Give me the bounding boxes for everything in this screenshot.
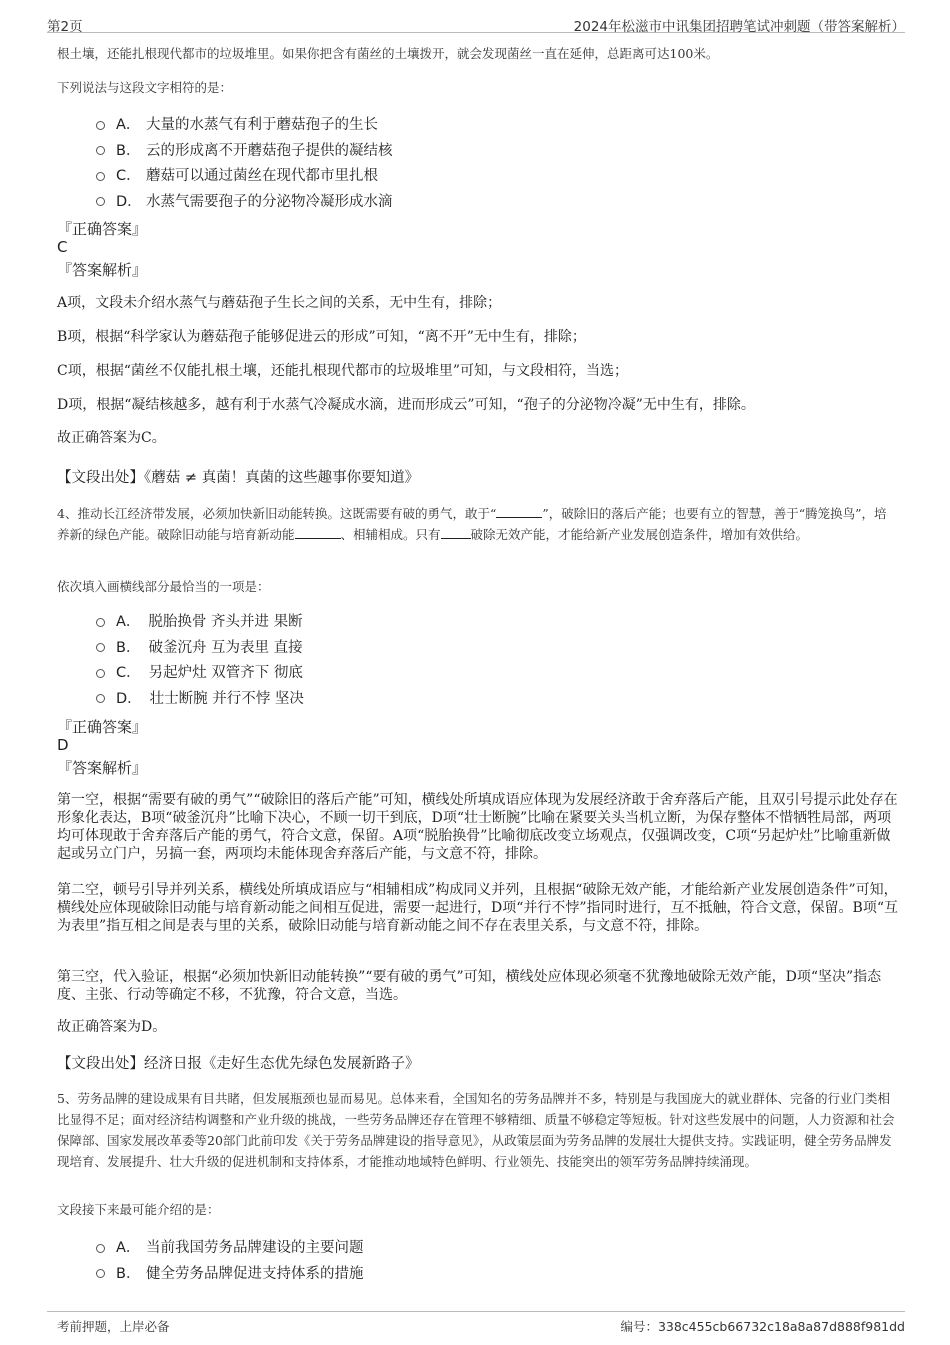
q3-source xyxy=(57,466,419,487)
q3-passage-tail: 根土壤，还能扎根现代都市的垃圾堆里。如果你把含有菌丝的土壤拨开，就会发现菌丝一直在延伸，总距离可达100米。 xyxy=(57,46,719,61)
page-header xyxy=(47,12,905,33)
q5-options xyxy=(96,1234,364,1285)
q3-analysis-b: B项，根据“科学家认为蘑菇孢子能够促进云的形成”可知，“离不开”无中生有，排除； xyxy=(57,329,586,345)
radio-icon[interactable] xyxy=(96,197,105,206)
radio-icon[interactable] xyxy=(96,669,105,678)
blank-1[interactable] xyxy=(496,505,542,518)
q4-analysis-label: 『答案解析』 xyxy=(57,759,148,777)
q3-prompt: 下列说法与这段文字相符的是： xyxy=(57,80,233,95)
q3-answer: C xyxy=(57,238,68,256)
q4-analysis-2: 第二空，顿号引导并列关系，横线处所填成语应与“相辅相成”构成同义并列，且根据“破除无效产能，才能给新产业发展创造条件”可知，横线处应体现破除旧动能与培育新动能之间相互促进，需要一起进行，D项“并行不悖”指同时进行，互不抵触，符合文意，保留。B项“互为表里”指互相之间是表与里的关系，破除旧动能与培育新动能之间不存在表里关系，与文意不符，排除。 xyxy=(57,882,898,934)
q4-analysis-3: 第三空，代入验证，根据“必须加快新旧动能转换”“要有破的勇气”可知，横线处应体现必须毫不犹豫地破除无效产能，D项“坚决”指态度、主张、行动等确定不移，不犹豫，符合文意，当选。 xyxy=(57,969,882,1003)
q4-answer: D xyxy=(57,736,69,754)
radio-icon[interactable] xyxy=(96,1244,105,1253)
q3-analysis-label: 『答案解析』 xyxy=(57,261,148,279)
q4-answer-label: 『正确答案』 xyxy=(57,718,148,736)
q5-passage: 5、劳务品牌的建设成果有目共睹，但发展瓶颈也显而易见。总体来看，全国知名的劳务品牌并不多，特别是与我国庞大的就业群体、完备的行业门类相比显得不足；面对经济结构调整和产业升级的挑战，一些劳务品牌还存在管理不够精细、质量不够稳定等短板。针对这些发展中的问题，人力资源和社会保障部、国家发展改革委等20部门此前印发《关于劳务品牌建设的指导意见》，从政策层面为劳务品牌的发展壮大提供支持。实践证明，健全劳务品牌发现培育、发展提升、壮大升级的促进机制和支持体系，才能推动地域特色鲜明、行业领先、技能突出的领军劳务品牌持续涌现。 xyxy=(57,1091,895,1169)
page-footer xyxy=(47,1311,905,1334)
q5-option-a[interactable]: A． 当前我国劳务品牌建设的主要问题 xyxy=(96,1234,364,1260)
source-label: 【文段出处】 xyxy=(57,1056,144,1072)
q4-options xyxy=(96,608,304,710)
q3-analysis-d: D项，根据“凝结核越多，越有利于水蒸气冷凝成水滴，进而形成云”可知，“孢子的分泌物冷凝”无中生有，排除。 xyxy=(57,397,755,413)
q4-analysis-1: 第一空，根据“需要有破的勇气”“破除旧的落后产能”可知，横线处所填成语应体现为发展经济敢于舍弃落后产能，且双引号提示此处存在形象化表达，B项“破釜沉舟”比喻下决心，不顾一切干到底，D项“壮士断腕”比喻在紧要关头当机立断，为保存整体不惜牺牲局部，两项均可体现敢于舍弃落后产能的勇气，符合文意，保留。A项“脱胎换骨”比喻彻底改变立场观点，仅强调改变，C项“另起炉灶”比喻重新做起或另立门户，另搞一套，两项均未能体现舍弃落后产能，与文意不符，排除。 xyxy=(57,792,898,862)
blank-2[interactable] xyxy=(295,526,341,539)
q3-option-b[interactable]: B． 云的形成离不开蘑菇孢子提供的凝结核 xyxy=(96,137,393,163)
q4-source xyxy=(57,1052,420,1073)
source-label: 【文段出处】 xyxy=(57,470,144,486)
footer-slogan: 考前押题，上岸必备 xyxy=(57,1319,170,1334)
q3-option-d[interactable]: D． 水蒸气需要孢子的分泌物冷凝形成水滴 xyxy=(96,188,393,214)
q3-answer-label: 『正确答案』 xyxy=(57,220,148,238)
radio-icon[interactable] xyxy=(96,618,105,627)
q4-option-c[interactable]: C． 另起炉灶 双管齐下 彻底 xyxy=(96,659,304,685)
q4-option-a[interactable]: A． 脱胎换骨 齐头并进 果断 xyxy=(96,608,304,634)
radio-icon[interactable] xyxy=(96,694,105,703)
q4-option-d[interactable]: D． 壮士断腕 并行不悖 坚决 xyxy=(96,685,304,711)
radio-icon[interactable] xyxy=(96,1269,105,1278)
blank-3[interactable] xyxy=(441,526,471,539)
q3-conclusion: 故正确答案为C。 xyxy=(57,430,166,446)
source-title: 《蘑菇 ≠ 真菌！真菌的这些趣事你要知道》 xyxy=(144,470,420,486)
q3-analysis-a: A项，文段未介绍水蒸气与蘑菇孢子生长之间的关系，无中生有，排除； xyxy=(57,295,502,311)
radio-icon[interactable] xyxy=(96,643,105,652)
q3-option-a[interactable]: A． 大量的水蒸气有利于蘑菇孢子的生长 xyxy=(96,111,393,137)
radio-icon[interactable] xyxy=(96,146,105,155)
q5-option-b[interactable]: B． 健全劳务品牌促进支持体系的措施 xyxy=(96,1260,364,1286)
radio-icon[interactable] xyxy=(96,121,105,130)
source-title: 经济日报《走好生态优先绿色发展新路子》 xyxy=(144,1056,420,1072)
q3-option-c[interactable]: C． 蘑菇可以通过菌丝在现代都市里扎根 xyxy=(96,162,393,188)
q3-options xyxy=(96,111,393,213)
document-title: 2024年松滋市中讯集团招聘笔试冲刺题（带答案解析） xyxy=(573,19,905,35)
radio-icon[interactable] xyxy=(96,172,105,181)
q4-conclusion: 故正确答案为D。 xyxy=(57,1019,167,1035)
document-id: 编号：338c455cb66732c18a8a87d888f981dd xyxy=(620,1319,905,1334)
q4-option-b[interactable]: B． 破釜沉舟 互为表里 直接 xyxy=(96,634,304,660)
q4-passage: 4、推动长江经济带发展，必须加快新旧动能转换。这既需要有破的勇气，敢于“ ”，破除旧的落后产能；也要有立的智慧，善于“腾笼换鸟”，培养新的绿色产能。破除旧动能与培育新动能 、相辅相成。只有 破除无效产能，才能给新产业发展创造条件，增加有效供给。 xyxy=(57,506,887,542)
q3-analysis-c: C项，根据“菌丝不仅能扎根土壤，还能扎根现代都市的垃圾堆里”可知，与文段相符，当选； xyxy=(57,363,629,379)
q4-prompt: 依次填入画横线部分最恰当的一项是： xyxy=(57,579,270,594)
page-number: 第2页 xyxy=(47,19,83,35)
q5-prompt: 文段接下来最可能介绍的是： xyxy=(57,1202,220,1217)
